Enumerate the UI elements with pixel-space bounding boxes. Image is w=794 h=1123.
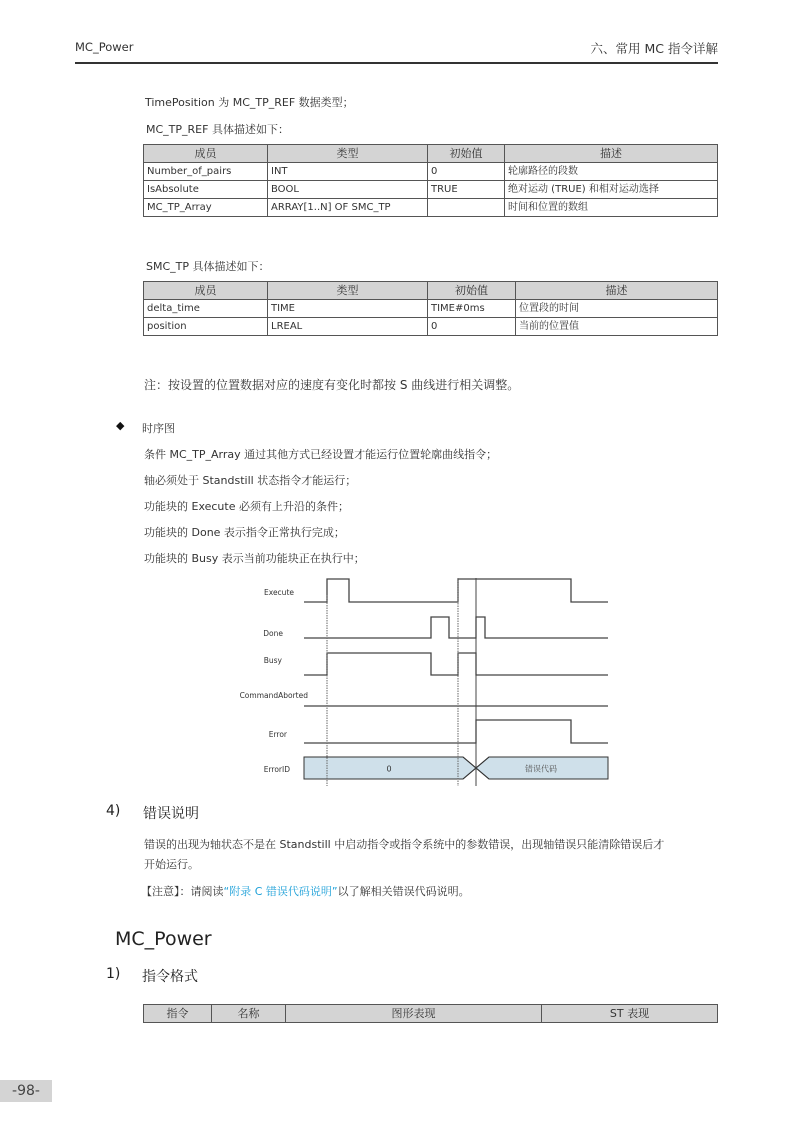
timing-line: 功能块的 Execute 必须有上升沿的条件；	[144, 500, 349, 513]
col-header: 描述	[505, 145, 718, 163]
subsection-title: 指令格式	[142, 969, 198, 985]
cell: 时间和位置的数组	[505, 199, 718, 217]
header-chapter-right: 六、常用 MC 指令详解	[590, 41, 718, 56]
cell: INT	[268, 163, 428, 181]
error-note	[141, 883, 470, 899]
col-header: 初始值	[428, 282, 516, 300]
col-header: 成员	[144, 282, 268, 300]
cell: 当前的位置值	[516, 318, 718, 336]
signal-label-done: Done	[263, 629, 283, 638]
timing-line: 条件 MC_TP_Array 通过其他方式已经设置才能运行位置轮廓曲线指令；	[144, 448, 498, 461]
signal-label-commandaborted: CommandAborted	[239, 691, 308, 700]
timing-line: 轴必须处于 Standstill 状态指令才能运行；	[144, 474, 357, 487]
cell: TIME	[268, 300, 428, 318]
smc-tp-table	[143, 281, 718, 336]
mc-tp-ref-table	[143, 144, 718, 217]
timing-line: 功能块的 Busy 表示当前功能块正在执行中；	[144, 552, 365, 565]
mc-power-heading: MC_Power	[115, 928, 212, 950]
timing-title: 时序图	[142, 422, 175, 435]
error-desc-line-1: 错误的出现为轴状态不是在 Standstill 中启动指令或指令系统中的参数错误，出现轴错误只能清除错误后才	[144, 838, 665, 851]
page-number: -98-	[0, 1080, 52, 1102]
col-header: 描述	[516, 282, 718, 300]
note-suffix: 以了解相关错误代码说明。	[337, 885, 470, 898]
cell: 0	[428, 318, 516, 336]
waveform-busy	[304, 653, 608, 675]
header-chapter-left: MC_Power	[75, 40, 134, 54]
cell: Number_of_pairs	[144, 163, 268, 181]
cell: 位置段的时间	[516, 300, 718, 318]
cell	[428, 199, 505, 217]
col-header: 初始值	[428, 145, 505, 163]
intro-line-2: MC_TP_REF 具体描述如下：	[146, 123, 289, 136]
waveform-done	[304, 617, 608, 638]
table-row	[144, 163, 718, 181]
smc-tp-intro: SMC_TP 具体描述如下：	[146, 260, 270, 273]
timing-line: 功能块的 Done 表示指令正常执行完成；	[144, 526, 345, 539]
cell: LREAL	[268, 318, 428, 336]
col-header: 类型	[268, 145, 428, 163]
col-header: ST 表现	[542, 1005, 718, 1023]
diamond-bullet-icon: ◆	[116, 419, 125, 432]
cell: IsAbsolute	[144, 181, 268, 199]
cell: ARRAY[1..N] OF SMC_TP	[268, 199, 428, 217]
waveform-execute	[304, 579, 608, 602]
instruction-format-table	[143, 1004, 718, 1023]
waveform-error	[304, 720, 608, 743]
table-row	[144, 318, 718, 336]
s-curve-note: 注：按设置的位置数据对应的速度有变化时都按 S 曲线进行相关调整。	[144, 378, 520, 392]
table-row	[144, 300, 718, 318]
signal-label-error: Error	[268, 730, 287, 739]
section-number: 4)	[106, 803, 121, 819]
section-title: 错误说明	[143, 806, 199, 822]
cell: 绝对运动 (TRUE) 和相对运动选择	[505, 181, 718, 199]
col-header: 图形表现	[286, 1005, 542, 1023]
timing-diagram	[225, 570, 620, 790]
cell: TIME#0ms	[428, 300, 516, 318]
table-row	[144, 181, 718, 199]
col-header: 名称	[212, 1005, 286, 1023]
appendix-c-link[interactable]: “附录 C 错误代码说明”	[223, 885, 338, 898]
cell: BOOL	[268, 181, 428, 199]
col-header: 成员	[144, 145, 268, 163]
signal-label-errorid: ErrorID	[263, 765, 290, 774]
table-header-row	[144, 145, 718, 163]
error-desc-line-2: 开始运行。	[144, 858, 199, 871]
cell: TRUE	[428, 181, 505, 199]
cell: 0	[428, 163, 505, 181]
intro-line-1: TimePosition 为 MC_TP_REF 数据类型；	[145, 96, 354, 109]
table-header-row	[144, 1005, 718, 1023]
note-prefix: 【注意】：请阅读	[141, 885, 224, 898]
subsection-number: 1)	[106, 966, 121, 982]
errorid-value-error-code: 错误代码	[525, 764, 557, 774]
errorid-bus-bar	[304, 757, 608, 779]
cell: 轮廓路径的段数	[505, 163, 718, 181]
col-header: 类型	[268, 282, 428, 300]
table-header-row	[144, 282, 718, 300]
cell: position	[144, 318, 268, 336]
cell: MC_TP_Array	[144, 199, 268, 217]
signal-label-busy: Busy	[263, 656, 282, 665]
col-header: 指令	[144, 1005, 212, 1023]
cell: delta_time	[144, 300, 268, 318]
table-row	[144, 199, 718, 217]
header-rule	[75, 62, 718, 64]
errorid-value-0: 0	[386, 764, 392, 774]
signal-label-execute: Execute	[264, 588, 294, 597]
